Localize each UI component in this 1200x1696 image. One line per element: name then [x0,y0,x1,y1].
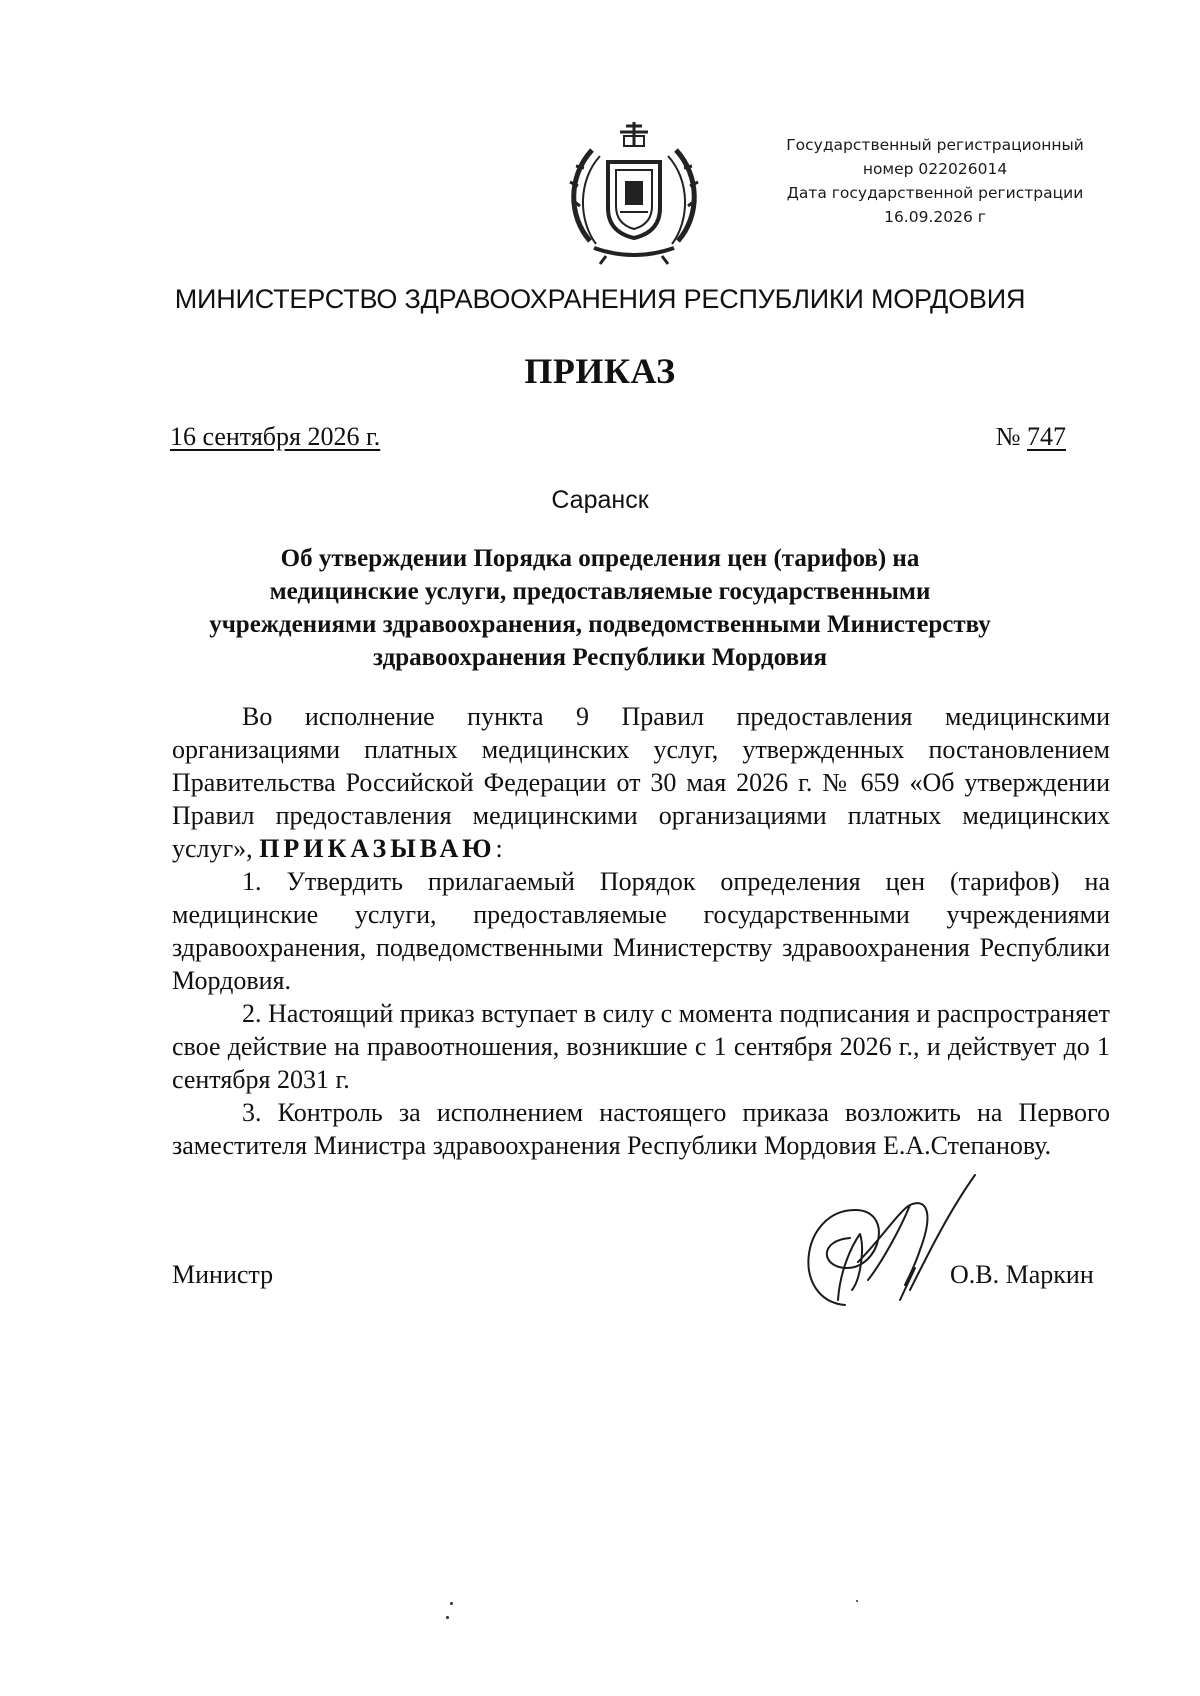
order-date-value: 16 сентября 2026 г. [170,422,381,451]
city: Саранск [551,486,649,514]
order-title [0,542,1200,674]
order-item-1: 1. Утвердить прилагаемый Порядок определения цен (тарифов) на медицинские услуги, предоставляемые государственными учреждениями здравоохранения, подведомственными Министерству здравоохранения Республики Мордовия. [172,867,1110,995]
scan-speck [856,1600,858,1602]
registration-line: 16.09.2026 г [884,208,986,226]
preamble-text: Во исполнение пункта 9 Правил предоставления медицинскими организациями платных медицинских услуг, утвержденных постановлением Правительства Российской Федерации от 30 мая 2026 г. № 659 «Об утверждении Правил предоставления медицинскими организациями платных медицинских услуг», [172,702,1110,863]
ministry-name: МИНИСТЕРСТВО ЗДРАВООХРАНЕНИЯ РЕСПУБЛИКИ МОРДОВИЯ [174,284,1026,314]
title-line: здравоохранения Республики Мордовия [372,644,828,671]
order-item-2: 2. Настоящий приказ вступает в силу с момента подписания и распространяет свое действие на правоотношения, возникшие с 1 сентября 2026 г., и действует до 1 сентября 2031 г. [172,999,1110,1094]
order-number [996,422,1066,452]
preamble-paragraph [172,700,1110,865]
scan-speck [446,1616,449,1619]
coat-of-arms-emblem [560,116,708,266]
title-line: Об утверждении Порядка определения цен (тарифов) на [280,545,920,572]
order-date [170,422,380,452]
order-item-3: 3. Контроль за исполнением настоящего приказа возложить на Первого заместителя Министра здравоохранения Республики Мордовия Е.А.Степанову. [172,1098,1110,1160]
order-number-prefix: № [995,422,1021,451]
signer-role: Министр [172,1260,274,1289]
order-word: ПРИКАЗЫВАЮ [259,834,496,863]
handwritten-signature [760,1150,990,1320]
registration-info [760,133,1110,229]
order-colon: : [495,834,503,863]
registration-line: Дата государственной регистрации [786,184,1084,202]
registration-line: номер 022026014 [862,160,1008,178]
document-type-heading: ПРИКАЗ [524,351,676,391]
signer-name: О.В. Маркин [950,1260,1094,1289]
order-number-value: 747 [1027,422,1066,451]
order-body [172,700,1110,1162]
scan-speck [450,1602,453,1605]
title-line: учреждениями здравоохранения, подведомственными Министерству [209,611,991,638]
title-line: медицинские услуги, предоставляемые государственными [269,578,931,605]
registration-line: Государственный регистрационный [786,136,1084,154]
